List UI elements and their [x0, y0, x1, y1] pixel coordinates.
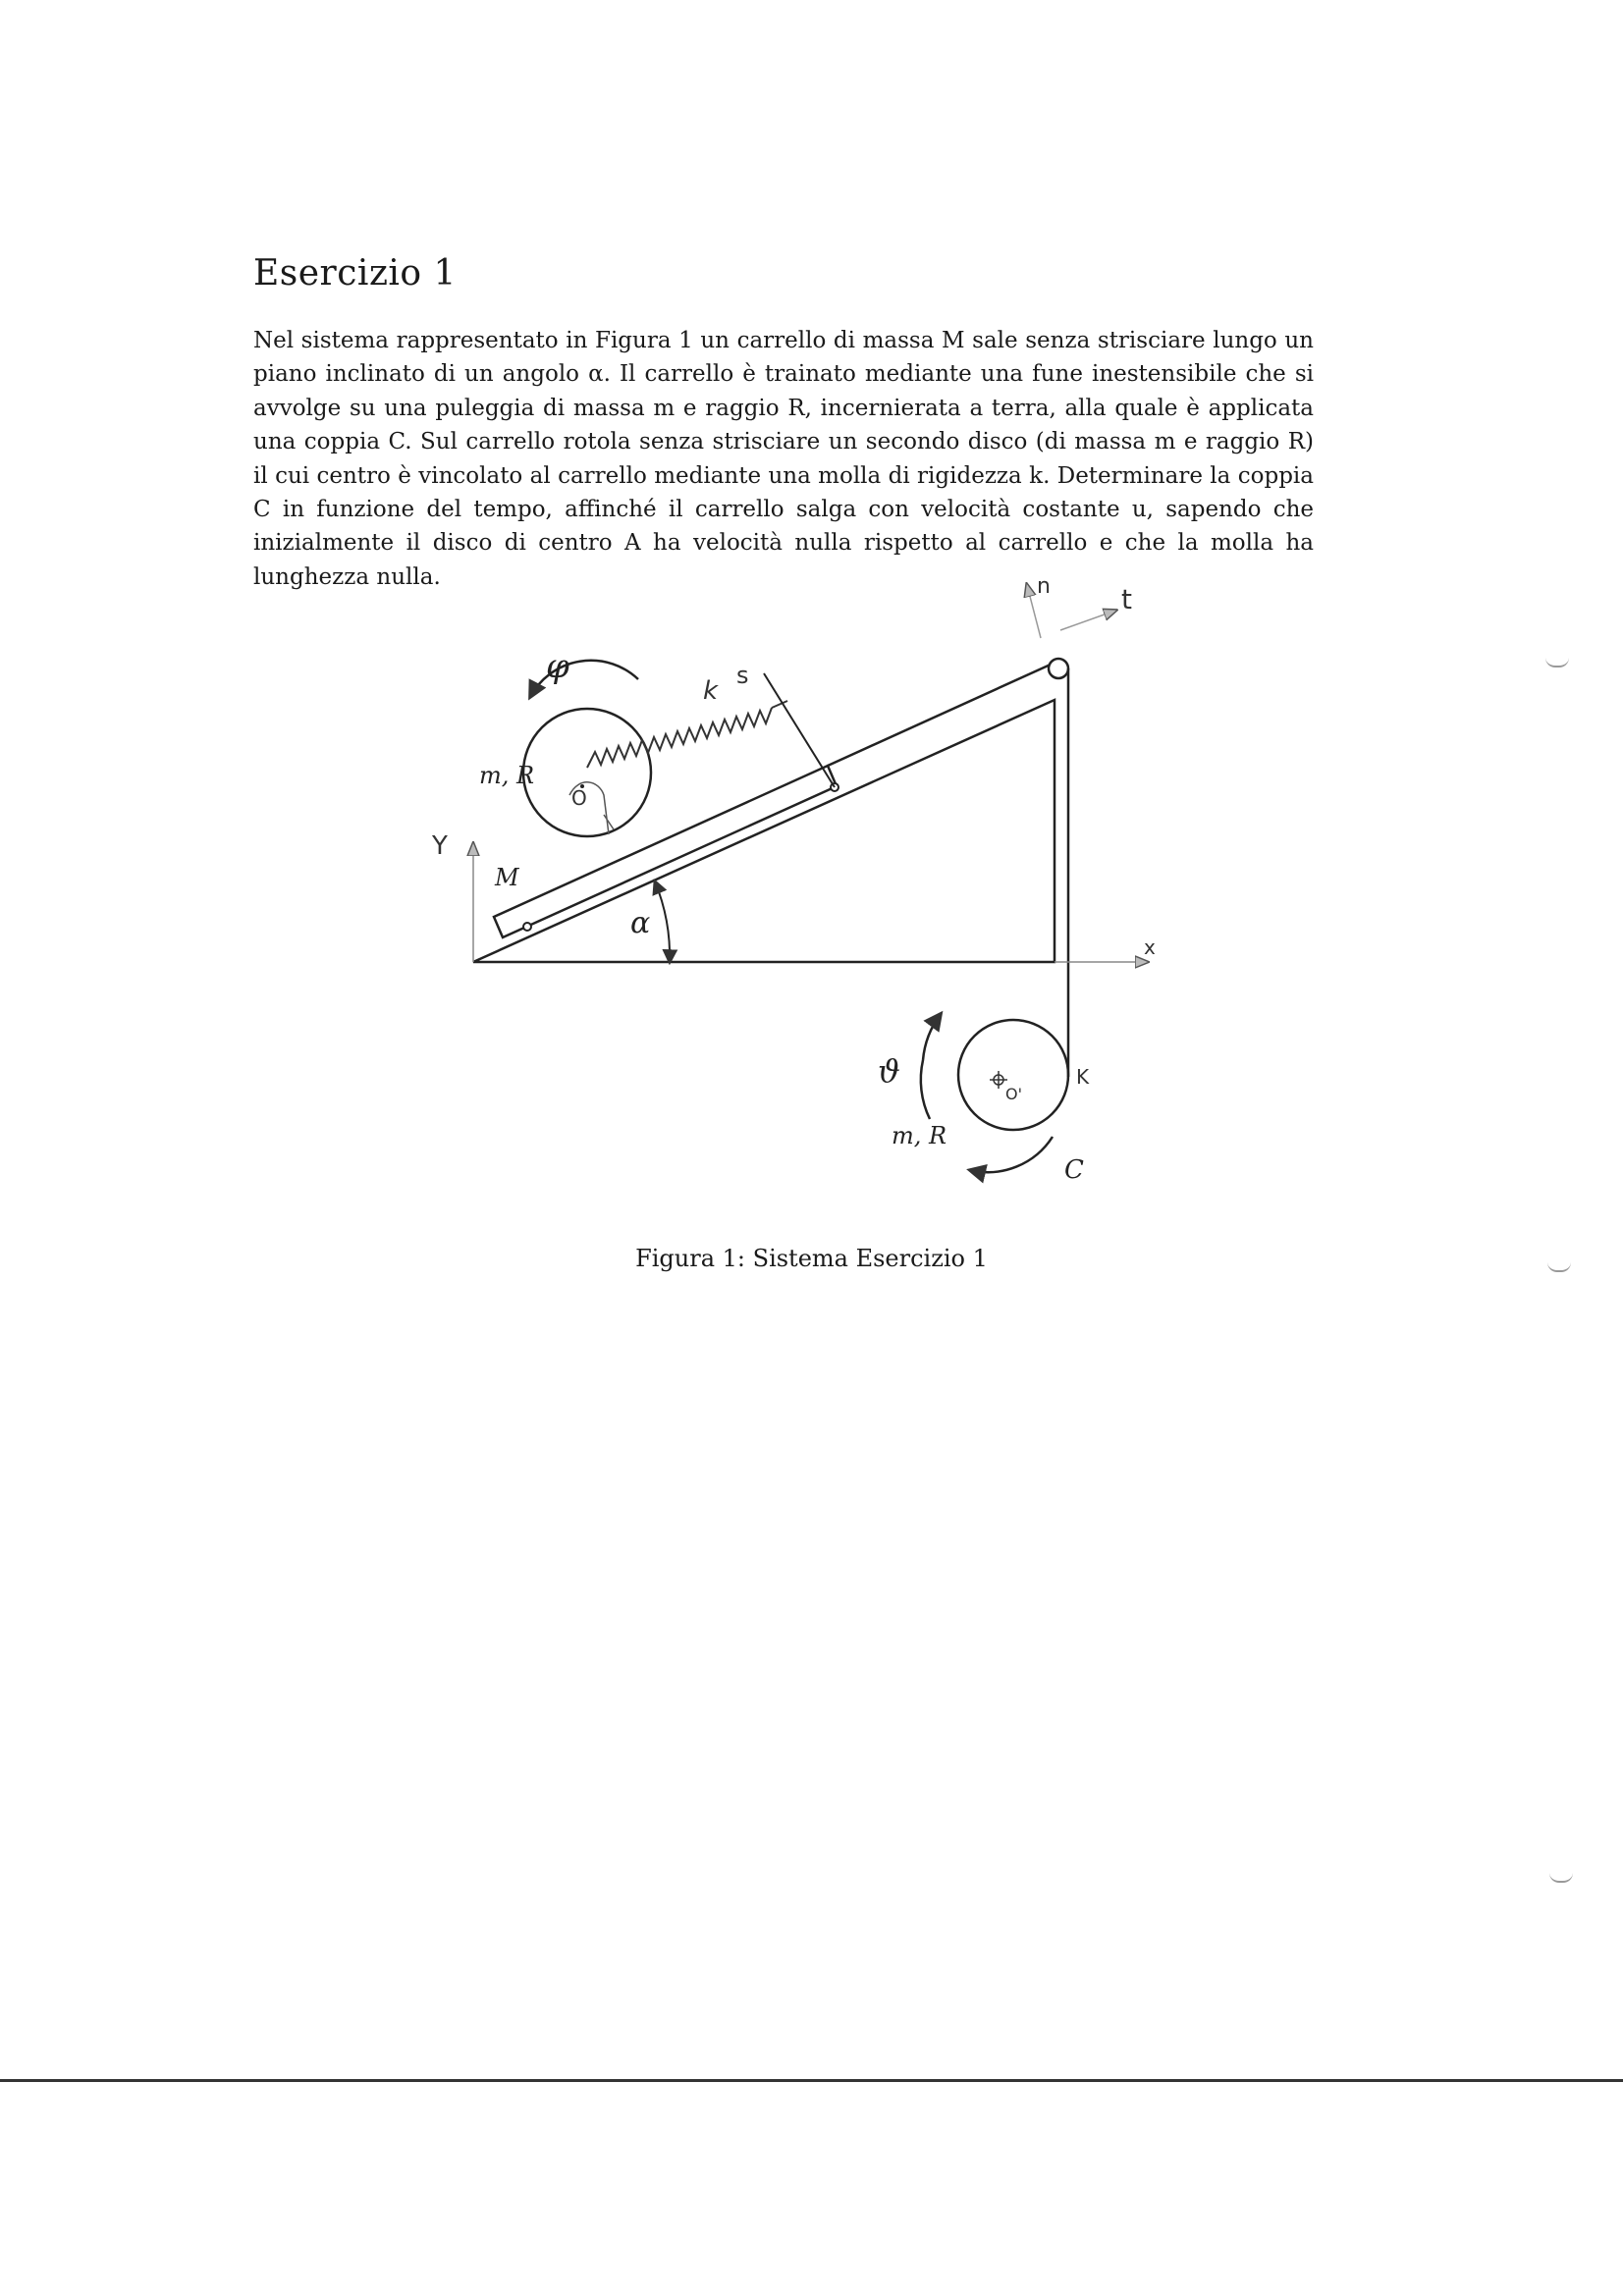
scan-mark-1 — [1545, 658, 1569, 667]
exercise-text: Nel sistema rappresentato in Figura 1 un carrello di massa M sale senza strisciare lungo un piano inclinato di un angolo α. Il carrello è trainato mediante una fune inestensibile che si avvolge su una puleggia di massa m e raggio R, incernierata a terra, alla quale è applicata una coppia C. Sul carrello rotola senza strisciare un secondo disco (di massa m e raggio R) il cui centro è vincolato al carrello mediante una molla di rigidezza k. Determinare la coppia C in funzione del tempo, affinché il carrello salga con velocità costante u, sapendo che inizialmente il disco di centro A ha velocità nulla rispetto al carrello e che la molla ha lunghezza nulla. — [253, 328, 1314, 590]
upper-disk-mass-label: m, R — [479, 762, 535, 789]
top-pulley — [1049, 659, 1068, 678]
figure-caption: Figura 1: Sistema Esercizio 1 — [635, 1245, 988, 1272]
scan-mark-3 — [1549, 1873, 1573, 1883]
k-label: k — [703, 676, 719, 706]
center-o-prime-label: O' — [1005, 1085, 1022, 1103]
t-axis-label: t — [1121, 583, 1132, 615]
alpha-arc — [655, 881, 670, 962]
exercise-title: Esercizio 1 — [253, 253, 457, 294]
torque-label: C — [1064, 1155, 1084, 1185]
center-o-label: O — [571, 786, 587, 810]
point-k-label: K — [1076, 1065, 1090, 1089]
theta-arrow — [921, 1014, 941, 1119]
spring — [587, 708, 772, 768]
alpha-label: α — [630, 906, 651, 940]
theta-label: ϑ — [878, 1052, 900, 1090]
n-axis-label: n — [1037, 574, 1051, 599]
torque-arrow — [970, 1137, 1053, 1172]
figure-1 — [412, 569, 1178, 1198]
cart-wheel-left — [523, 923, 531, 931]
t-axis-line — [1060, 611, 1115, 630]
x-axis-label: x — [1144, 935, 1156, 959]
s-label: s — [736, 662, 749, 689]
mechanical-diagram — [412, 569, 1178, 1198]
cart-mass-label: M — [495, 864, 519, 891]
cart-post — [764, 673, 835, 787]
driving-pulley — [958, 1020, 1068, 1130]
phi-label: φ — [546, 647, 569, 686]
lower-disk-mass-label: m, R — [892, 1122, 947, 1149]
rolling-disk — [523, 709, 651, 836]
page-bottom-rule — [0, 2079, 1623, 2082]
y-axis-label: Y — [432, 831, 448, 861]
